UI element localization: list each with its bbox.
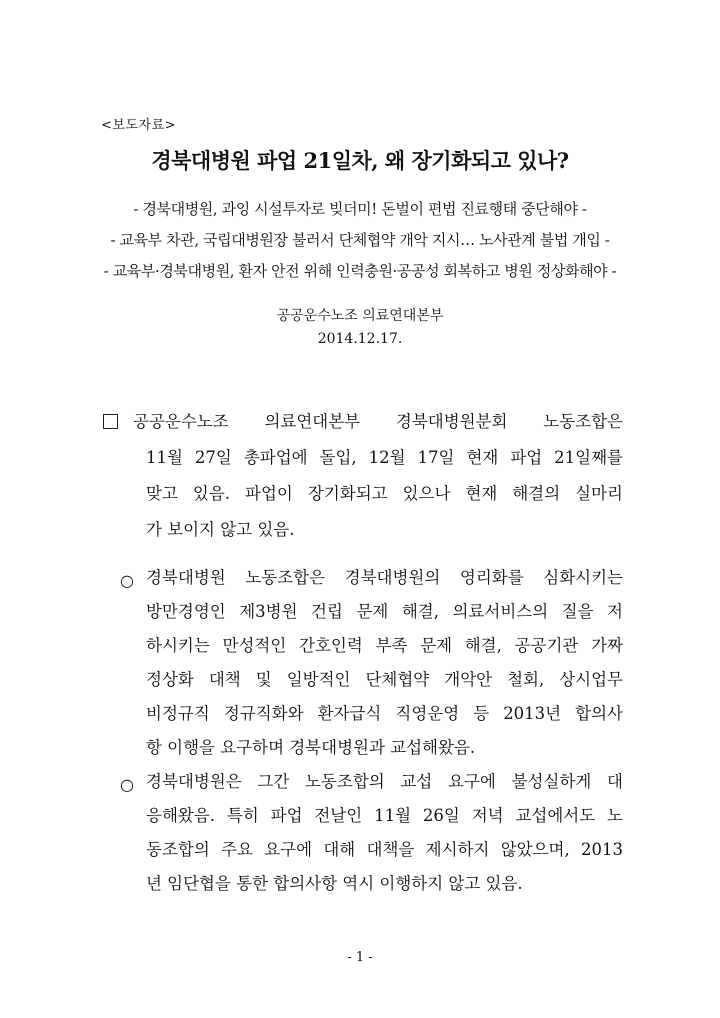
paragraph-line: 맞고 있음. 파업이 장기화되고 있으나 현재 해결의 실마리	[146, 484, 623, 503]
paragraph-line: 가 보이지 않고 있음.	[146, 520, 295, 539]
press-release-tag: <보도자료>	[101, 118, 177, 133]
circle-paragraph-text	[146, 770, 623, 906]
organization-name: 공공운수노조 의료연대본부	[276, 308, 444, 324]
paragraph-line: 정상화 대책 및 일방적인 단체협약 개악안 철회, 상시업무	[146, 670, 623, 689]
subtitle-1: - 경북대병원, 과잉 시설투자로 빚더미! 돈벌이 편법 진료행태 중단해야 -	[133, 200, 587, 218]
paragraph-line: 동조합의 주요 요구에 대해 대책을 제시하지 않았으며, 2013	[146, 840, 623, 859]
release-date: 2014.12.17.	[317, 331, 403, 347]
paragraph-line: 년 임단협을 통한 합의사항 역시 이행하지 않고 있음.	[146, 874, 523, 893]
circle-paragraph-text	[146, 566, 623, 770]
paragraph-line: 비정규직 정규직화와 환자급식 직영운영 등 2013년 합의사	[146, 704, 623, 723]
paragraph-line: 방만경영인 제3병원 건립 문제 해결, 의료서비스의 질을 저	[146, 602, 623, 621]
circle-bullet-icon: ○	[120, 571, 134, 590]
paragraph-line: 응해왔음. 특히 파업 전날인 11월 26일 저녁 교섭에서도 노	[146, 806, 623, 825]
subtitle-3: - 교육부·경북대병원, 환자 안전 위해 인력충원·공공성 회복하고 병원 정상화해야 -	[103, 262, 617, 280]
paragraph-line: 경북대병원은 그간 노동조합의 교섭 요구에 불성실하게 대	[146, 772, 623, 791]
paragraph-line: 경북대병원 노동조합은 경북대병원의 영리화를 심화시키는	[146, 568, 623, 587]
page-number: - 1 -	[347, 950, 373, 965]
page-title: 경북대병원 파업 21일차, 왜 장기화되고 있나?	[151, 148, 569, 173]
paragraph-line: 항 이행을 요구하며 경북대병원과 교섭해왔음.	[146, 738, 476, 757]
circle-bullet-icon: ○	[120, 775, 134, 794]
subtitle-2: - 교육부 차관, 국립대병원장 불러서 단체협약 개악 지시… 노사관계 불법 개입 -	[110, 231, 610, 249]
paragraph-line: 공공운수노조 의료연대본부 경북대병원분회 노동조합은	[133, 412, 623, 431]
paragraph-line: 11월 27일 총파업에 돌입, 12월 17일 현재 파업 21일째를	[146, 448, 623, 467]
box-paragraph-text	[133, 410, 623, 554]
paragraph-line: 하시키는 만성적인 간호인력 부족 문제 해결, 공공기관 가짜	[146, 636, 623, 655]
square-bullet-icon	[103, 414, 118, 429]
